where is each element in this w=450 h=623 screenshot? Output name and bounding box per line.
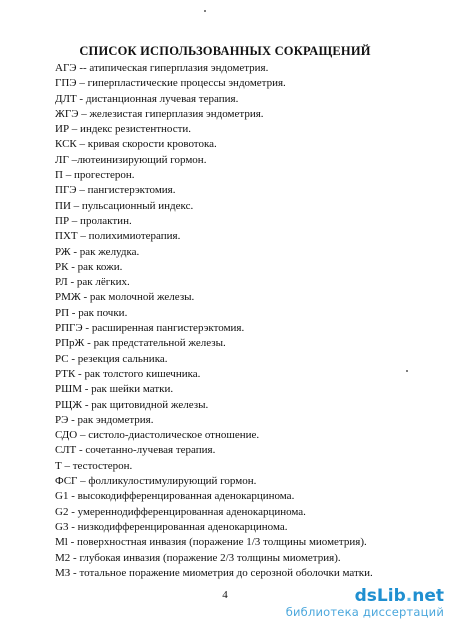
- list-item: G1 - высокодифференцированная аденокарцинома.: [55, 490, 295, 503]
- list-item: ПИ – пульсационный индекс.: [55, 199, 194, 212]
- list-item: РЛ - рак лёгких.: [55, 276, 130, 289]
- list-item: РМЖ - рак молочной железы.: [55, 291, 195, 304]
- list-item: G2 - умереннодифференцированная аденокарцинома.: [55, 505, 306, 518]
- watermark-logo[interactable]: [286, 587, 444, 605]
- list-item: РЖ - рак желудка.: [55, 245, 140, 258]
- list-item: РШМ - рак шейки матки.: [55, 383, 174, 396]
- watermark-logo-tld: net: [412, 586, 444, 606]
- list-item: ГПЭ – гиперпластические процессы эндометрия.: [55, 77, 286, 90]
- list-item: РЭ - рак эндометрия.: [55, 413, 154, 426]
- list-item: КСК – кривая скорости кровотока.: [55, 138, 217, 151]
- list-item: ФСГ – фолликулостимулирующий гормон.: [55, 475, 257, 488]
- list-item: РП - рак почки.: [55, 306, 128, 319]
- list-item: РПрЖ - рак предстательной железы.: [55, 337, 226, 350]
- list-item: РС - резекция сальника.: [55, 352, 168, 365]
- list-item: СЛТ - сочетанно-лучевая терапия.: [55, 444, 216, 457]
- scan-speck: [204, 10, 206, 12]
- watermark-tagline: библиотека диссертаций: [285, 605, 444, 619]
- list-item: ИР – индекс резистентности.: [55, 123, 192, 136]
- list-item: П – прогестерон.: [55, 169, 135, 182]
- list-item: Ml - поверхностная инвазия (поражение 1/3 толщины миометрия).: [55, 536, 367, 549]
- list-item: ПХТ – полихимиотерапия.: [55, 230, 181, 243]
- list-item: Т – тестостерон.: [55, 459, 133, 472]
- list-item: ЖГЭ – железистая гиперплазия эндометрия.: [55, 107, 264, 120]
- list-item: РК - рак кожи.: [55, 260, 123, 273]
- list-item: СДО – систоло-диастолическое отношение.: [55, 429, 260, 442]
- list-item: ДЛТ - дистанционная лучевая терапия.: [55, 92, 239, 105]
- list-item: ПР – пролактин.: [55, 214, 132, 227]
- watermark-logo-dot: .: [405, 586, 413, 606]
- page-number: 4: [222, 589, 228, 601]
- list-item: РТК - рак толстого кишечника.: [55, 367, 201, 380]
- list-item: РЩЖ - рак щитовидной железы.: [55, 398, 209, 411]
- list-item: ПГЭ – пангистерэктомия.: [55, 184, 176, 197]
- list-item: МЗ - тотальное поражение миометрия до серозной оболочки матки.: [55, 566, 373, 579]
- list-item: АГЭ -- атипическая гиперплазия эндометрия.: [55, 62, 269, 74]
- watermark-logo-main: dsLib: [354, 586, 406, 606]
- watermark[interactable]: [286, 587, 444, 619]
- list-item: ЛГ –лютеинизирующий гормон.: [55, 153, 207, 166]
- list-item: М2 - глубокая инвазия (поражение 2/3 толщины миометрия).: [55, 551, 341, 564]
- abbreviation-list: [55, 61, 415, 581]
- page-title: СПИСОК ИСПОЛЬЗОВАННЫХ СОКРАЩЕНИЙ: [79, 44, 371, 58]
- list-item: G3 - низкодифференцированная аденокарцинома.: [55, 520, 288, 533]
- list-item: РПГЭ - расширенная пангистерэктомия.: [55, 322, 245, 335]
